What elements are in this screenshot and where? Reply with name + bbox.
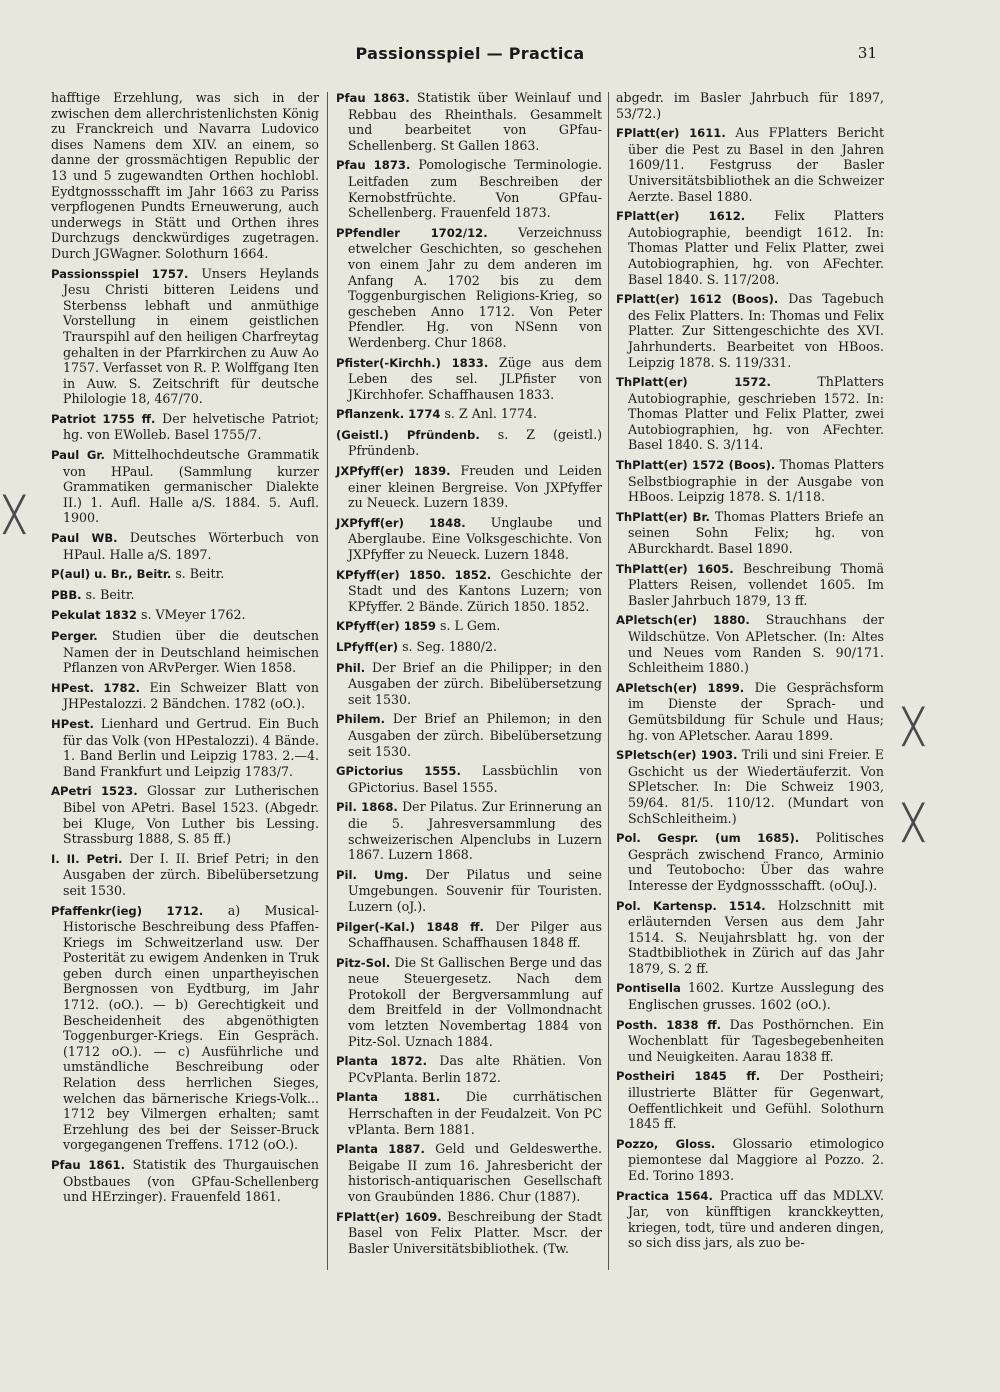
entry-headword: Planta 1887.: [336, 1142, 425, 1157]
pencil-cross-mark: ╳: [903, 707, 924, 747]
entry-headword: Passionsspiel 1757.: [51, 266, 189, 281]
entry-headword: Paul WB.: [51, 531, 118, 546]
entry-text: Politisches Gespräch zwischend Franco, Arminio und Teutobocho: Über das wahre Interesse der Eydgnossschafft. (oOuJ.).: [628, 830, 884, 893]
entry-headword: Philem.: [336, 712, 386, 727]
dictionary-entry: [336, 1053, 602, 1085]
entry-headword: Pil. Umg.: [336, 867, 409, 882]
column-divider: [327, 92, 328, 1270]
entry-headword: ThPlatt(er) 1572 (Boos).: [616, 458, 776, 473]
entry-text: Lassbüchlin von GPictorius. Basel 1555.: [348, 763, 602, 795]
dictionary-entry: [616, 1017, 884, 1065]
entry-headword: I. II. Petri.: [51, 851, 123, 866]
dictionary-entry: [51, 1157, 319, 1205]
entry-text: Holzschnitt mit erläuternden Versen aus dem Jahr 1514. S. Neujahrsblatt hg. von der Stadtbibliothek in Zürich auf das Jahr 1879, S. 2 ff.: [628, 897, 884, 976]
dictionary-entry: [616, 457, 884, 505]
entry-headword: Planta 1872.: [336, 1054, 427, 1069]
dictionary-entry: [336, 427, 602, 459]
entry-headword: ThPlatt(er) Br.: [616, 509, 710, 524]
entry-text: Der Postheiri; illustrierte Blätter für Gegenwart, Oeffentlichkeit und Gefühl. Solothurn 1845 ff.: [628, 1068, 884, 1132]
entry-headword: KPfyff(er) 1850. 1852.: [336, 567, 492, 582]
dictionary-entry: [336, 639, 602, 656]
entry-text: Der Brief an Philemon; in den Ausgaben der zürch. Bibelübersetzung seit 1530.: [348, 711, 602, 759]
dictionary-entry: [616, 898, 884, 977]
entry-headword: JXPfyff(er) 1848.: [336, 515, 466, 530]
dictionary-entry: [616, 612, 884, 675]
dictionary-entry: [616, 830, 884, 893]
entry-headword: P(aul) u. Br., Beitr.: [51, 567, 172, 582]
entry-text: Aus FPlatters Bericht über die Pest zu Basel in den Jahren 1609/11. Festgruss der Basler Universitätsbibliothek an die Schweizer Aerzte. Basel 1880.: [628, 125, 885, 204]
dictionary-entry: [51, 628, 319, 676]
dictionary-entry: [616, 374, 884, 453]
entry-headword: JXPfyff(er) 1839.: [336, 464, 451, 479]
entry-text: Der Pilatus. Zur Erinnerung an die 5. Jahresversammlung des schweizerischen Alpenclubs in Luzern 1867. Luzern 1868.: [348, 799, 602, 863]
entry-text: Statistik über Weinlauf und Rebbau des Rheinthals. Gesammelt und bearbeitet von GPfau-Schellenberg. St Gallen 1863.: [348, 90, 602, 153]
entry-text: Geschichte der Stadt und des Kantons Luzern; von KPfyffer. 2 Bände. Zürich 1850. 1852.: [348, 566, 602, 614]
dictionary-entry: [336, 799, 602, 862]
dictionary-entry: [336, 763, 602, 795]
dictionary-entry: [336, 225, 602, 351]
pencil-cross-mark: ╳: [903, 803, 924, 843]
dictionary-entry: [51, 447, 319, 526]
column-left: [51, 90, 319, 1209]
pencil-cross-mark: ╳: [4, 495, 25, 535]
dictionary-entry: [616, 509, 884, 557]
dictionary-entry: [336, 919, 602, 951]
entry-text: Der Pilger aus Schaffhausen. Schaffhausen 1848 ff.: [348, 918, 602, 951]
entry-text: s. Beitr.: [175, 566, 225, 582]
entry-text: abgedr. im Basler Jahrbuch für 1897, 53/72.): [616, 90, 884, 121]
dictionary-entry: [51, 680, 319, 712]
entry-text: Strauchhans der Wildschütze. Von APletscher. (In: Altes und Neues vom Randen S. 90/171. Schleitheim 1880.): [628, 612, 884, 676]
entry-headword: Posth. 1838 ff.: [616, 1017, 721, 1032]
entry-headword: LPfyff(er): [336, 640, 399, 654]
entry-text: Das Tagebuch des Felix Platters. In: Thomas und Felix Platter. Zur Sittengeschichte des XVI. Jahrhunderts. Bearbeitet von HBoos. Leipzig 1878. S. 119/331.: [628, 291, 884, 370]
entry-text: Verzeichnuss etwelcher Geschichten, so geschehen von einem Jahr zu dem anderen im Anfang A. 1702 bis zu dem Toggenburgischen Religions-Krieg, so gescheben Anno 1712. Von Peter Pfendler. Hg. von NSenn von Werdenberg. Chur 1868.: [348, 224, 602, 350]
entry-headword: HPest. 1782.: [51, 680, 141, 695]
entry-text: ThPlatters Autobiographie, geschrieben 1572. In: Thomas Platter und Felix Platter, zwei Autobiographien, hg. von AFechter. Basel 1840. S. 3/114.: [628, 374, 884, 453]
dictionary-entry: [51, 607, 319, 624]
dictionary-entry: [51, 566, 319, 583]
entry-headword: Patriot 1755 ff.: [51, 411, 156, 426]
entry-headword: Paul Gr.: [51, 448, 105, 463]
entry-headword: APletsch(er) 1899.: [616, 680, 745, 695]
entry-headword: (Geistl.) Pfründenb.: [336, 427, 480, 442]
entry-text: s. Z Anl. 1774.: [444, 406, 537, 422]
entry-text: Practica uff das MDLXV. Jar, von künfftigen kranckkeytten, kriegen, todt, türe und anderen dingen, so sich diss jars, als zuo be-: [628, 1187, 884, 1251]
entry-text: s. Beitr.: [85, 586, 135, 602]
entry-text: Die Gesprächsform im Dienste der Sprach- und Gemütsbildung für Schule und Haus; hg. von APletscher. Aarau 1899.: [628, 679, 885, 743]
entry-text: Deutsches Wörterbuch von HPaul. Halle a/S. 1897.: [63, 530, 319, 562]
entry-text: hafftige Erzehlung, was sich in der zwischen dem allerchristenlichsten König zu Franckreich und Navarra Ludovico dises Namens dem XIV. an einem, so danne der grossmächtigen Republic der 13 und 5 zugewandten Orthen hochlobl. Eydtgnossschafft im Jahr 1663 zu Pariss verpflogenen Pundts Erneuwerung, auch underwegs in Stätt und Orthen ihres Durchzugs denckwürdiges zugetragen. Durch JGWagner. Solothurn 1664.: [51, 90, 319, 261]
dictionary-entry: [336, 1089, 602, 1137]
dictionary-entry: [336, 355, 602, 403]
entry-text: s. Z (geistl.) Pfründenb.: [348, 426, 602, 459]
dictionary-entry: [616, 90, 884, 121]
dictionary-entry: [51, 90, 319, 262]
entry-headword: Pfau 1863.: [336, 91, 410, 105]
entry-text: 1602. Kurtze Ausslegung des Englischen grusses. 1602 (oO.).: [628, 980, 884, 1013]
dictionary-entry: [336, 955, 602, 1050]
dictionary-entry: [336, 660, 602, 708]
entry-headword: APletsch(er) 1880.: [616, 613, 750, 628]
entry-text: Die currhätischen Herrschaften in der Feudalzeit. Von PC vPlanta. Bern 1881.: [348, 1089, 602, 1137]
entry-text: Glossar zur Lutherischen Bibel von APetri. Basel 1523. (Abgedr. bei Kluge, Von Luther bis Lessing. Strassburg 1888, S. 85 ff.): [63, 783, 319, 847]
entry-text: Felix Platters Autobiographie, beendigt 1612. In: Thomas Platter und Felix Platter, zwei Autobiographien, hg. von AFechter. Basel 1840. S. 117/208.: [628, 208, 885, 287]
dictionary-entry: [616, 747, 884, 826]
entry-headword: Pol. Kartensp. 1514.: [616, 898, 766, 913]
dictionary-entry: [336, 1141, 602, 1204]
entry-headword: FPlatt(er) 1609.: [336, 1209, 442, 1224]
dictionary-entry: [336, 90, 602, 153]
dictionary-entry: [336, 618, 602, 635]
dictionary-entry: [51, 530, 319, 562]
entry-text: Der helvetische Patriot; hg. von EWolleb. Basel 1755/7.: [63, 410, 319, 443]
entry-text: Unsers Heylands Jesu Christi bitteren Leidens und Sterbenss lebhaft und anmüthige Vorstellung in einem geistlichen Traurspihl auf den heiligen Charfreytag gehalten in der Pfarrkirchen zu Auw Ao 1757. Verfasset von R. P. Wolffgang Iten in Auw. S. Zeitschrift für deutsche Philologie 18, 467/70.: [63, 265, 319, 407]
dictionary-entry: [616, 1188, 884, 1251]
entry-text: Der Brief an die Philipper; in den Ausgaben der zürch. Bibelübersetzung seit 1530.: [348, 659, 602, 707]
entry-text: Das alte Rhätien. Von PCvPlanta. Berlin 1872.: [348, 1053, 602, 1085]
entry-headword: Pil. 1868.: [336, 800, 398, 815]
dictionary-entry: [616, 125, 884, 204]
entry-headword: Pfister(-Kirchh.) 1833.: [336, 355, 489, 370]
dictionary-entry: [336, 567, 602, 615]
entry-text: Die St Gallischen Berge und das neue Steuergesetz. Nach dem Protokoll der Bergversammlung auf dem Breitfeld in der Vollmondnacht vom letzten Novembertag 1884 von Pitz-Sol. Uznach 1884.: [348, 954, 602, 1049]
entry-headword: Pol. Gespr. (um 1685).: [616, 831, 800, 846]
entry-headword: PBB.: [51, 587, 82, 602]
entry-headword: FPlatt(er) 1612 (Boos).: [616, 292, 779, 307]
entry-headword: Pfau 1861.: [51, 1158, 125, 1172]
entry-text: s. Seg. 1880/2.: [402, 639, 498, 654]
dictionary-entry: [51, 587, 319, 604]
column-middle: [336, 90, 602, 1260]
column-divider: [608, 92, 609, 1270]
entry-text: Trili und sini Freier. E Gschicht us der Wiedertäuferzit. Von SPletscher. In: Die Schweiz 1903, 59/64. 81/5. 110/12. (Mundart von SchSchleitheim.): [628, 747, 884, 826]
dictionary-entry: [616, 291, 884, 370]
entry-headword: Pozzo, Gloss.: [616, 1136, 716, 1151]
entry-headword: Pilger(-Kal.) 1848 ff.: [336, 919, 484, 934]
entry-headword: Pfaffenkr(ieg) 1712.: [51, 903, 204, 918]
dictionary-entry: [616, 208, 884, 287]
entry-text: Beschreibung der Stadt Basel von Felix Platter. Mscr. der Basler Universitätsbibliothek. (Tw.: [348, 1208, 602, 1256]
entry-headword: SPletsch(er) 1903.: [616, 748, 738, 763]
running-title: Passionsspiel — Practica: [355, 44, 585, 63]
dictionary-entry: [616, 980, 884, 1012]
entry-text: Statistik des Thurgauischen Obstbaues (von GPfau-Schellenberg und HErzinger). Frauenfeld 1861.: [63, 1157, 319, 1205]
entry-headword: FPlatt(er) 1611.: [616, 126, 726, 141]
entry-headword: Postheiri 1845 ff.: [616, 1069, 761, 1084]
entry-text: Geld und Geldeswerthe. Beigabe II zum 16. Jahresbericht der historisch-antiquarischen Gesellschaft von Graubünden 1886. Chur (1887).: [348, 1141, 602, 1204]
entry-text: Mittelhochdeutsche Grammatik von HPaul. (Sammlung kurzer Grammatiken germanischer Dialekte II.) 1. Aufl. Halle a/S. 1884. 5. Aufl. 1900.: [63, 447, 319, 526]
entry-headword: Pitz-Sol.: [336, 955, 391, 970]
column-right: [616, 90, 884, 1255]
entry-headword: HPest.: [51, 716, 94, 731]
entry-text: s. VMeyer 1762.: [140, 607, 246, 623]
entry-headword: KPfyff(er) 1859: [336, 619, 436, 634]
entry-headword: FPlatt(er) 1612.: [616, 209, 746, 224]
entry-headword: Pekulat 1832: [51, 608, 137, 623]
entry-headword: GPictorius 1555.: [336, 764, 461, 779]
entry-text: Pomologische Terminologie. Leitfaden zum Beschreiben der Kernobstfrüchte. Von GPfau-Schellenberg. Frauenfeld 1873.: [348, 157, 602, 221]
entry-text: Thomas Platters Selbstbiographie in der Ausgabe von HBoos. Leipzig 1878. S. 1/118.: [628, 457, 884, 505]
page-number: 31: [857, 44, 877, 62]
entry-text: Beschreibung Thomä Platters Reisen, vollendet 1605. Im Basler Jahrbuch 1879, 13 ff.: [628, 560, 884, 608]
entry-text: s. L Gem.: [439, 618, 501, 634]
page-header: [0, 44, 1000, 68]
dictionary-entry: [51, 411, 319, 443]
entry-text: Unglaube und Aberglaube. Eine Volksgeschichte. Von JXPfyffer zu Neueck. Luzern 1848.: [348, 514, 602, 563]
entry-text: Thomas Platters Briefe an seinen Sohn Felix; hg. von ABurckhardt. Basel 1890.: [628, 508, 884, 557]
entry-text: Ein Schweizer Blatt von JHPestalozzi. 2 Bändchen. 1782 (oO.).: [63, 679, 319, 712]
entry-text: Freuden und Leiden einer kleinen Bergreise. Von JXPfyffer zu Neueck. Luzern 1839.: [348, 463, 602, 511]
entry-headword: PPfendler 1702/12.: [336, 225, 488, 240]
dictionary-entry: [616, 561, 884, 609]
entry-headword: Perger.: [51, 629, 98, 643]
entry-headword: Practica 1564.: [616, 1188, 713, 1203]
dictionary-entry: [616, 1068, 884, 1131]
dictionary-entry: [336, 463, 602, 511]
entry-headword: Planta 1881.: [336, 1090, 441, 1105]
entry-text: Lienhard und Gertrud. Ein Buch für das Volk (von HPestalozzi). 4 Bände. 1. Band Berlin und Leipzig 1783. 2.—4. Band Frankfurt und Leipzig 1783/7.: [63, 715, 319, 779]
entry-headword: Phil.: [336, 660, 366, 675]
entry-text: Der I. II. Brief Petri; in den Ausgaben der zürch. Bibelübersetzung seit 1530.: [63, 850, 319, 898]
entry-headword: Pontisella: [616, 981, 681, 996]
dictionary-entry: [336, 157, 602, 220]
entry-text: a) Musical-Historische Beschreibung dess Pfaffen-Kriegs im Schweitzerland usw. Der Posterität zu ewigem Andenken in Truk geben durch einen unpartheyischen Bergnossen von Eydtburg, im Jahr 1712. (oO.). — b) Gerechtigkeit und Bescheidenheit des abgenöthigten Toggenburger-Kriegs. Ein Gespräch. (1712 oO.). — c) Ausführliche und umständliche Beschreibung oder Relation dess herrlichen Sieges, welchen das bärnerische Kriegs-Volk... 1712 bey Vilmergen erhalten; samt Erzehlung des bei der Seisser-Bruck vorgegangenen Treffens. 1712 (oO.).: [63, 902, 319, 1153]
entry-headword: Pflanzenk. 1774: [336, 407, 441, 422]
dictionary-entry: [336, 1209, 602, 1257]
entry-headword: ThPlatt(er) 1572.: [616, 375, 771, 390]
entry-headword: APetri 1523.: [51, 784, 138, 799]
dictionary-entry: [616, 680, 884, 743]
entry-text: Das Posthörnchen. Ein Wochenblatt für Tagesbegebenheiten und Neuigkeiten. Aarau 1838 ff.: [628, 1016, 884, 1064]
entry-text: Züge aus dem Leben des sel. JLPfister von JKirchhofer. Schaffhausen 1833.: [348, 354, 602, 402]
dictionary-entry: [336, 711, 602, 759]
entry-text: Der Pilatus und seine Umgebungen. Souvenir für Touristen. Luzern (oJ.).: [348, 866, 603, 914]
dictionary-entry: [51, 783, 319, 846]
dictionary-entry: [336, 867, 602, 915]
dictionary-entry: [51, 266, 319, 407]
dictionary-entry: [336, 406, 602, 423]
dictionary-entry: [51, 716, 319, 779]
entry-text: Studien über die deutschen Namen der in Deutschland heimischen Pflanzen von ARvPerger. Wien 1858.: [63, 628, 319, 676]
dictionary-entry: [51, 851, 319, 899]
entry-headword: ThPlatt(er) 1605.: [616, 561, 734, 576]
dictionary-entry: [51, 903, 319, 1154]
entry-headword: Pfau 1873.: [336, 158, 411, 173]
entry-text: Glossario etimologico piemontese dal Maggiore al Pozzo. 2. Ed. Torino 1893.: [628, 1135, 884, 1183]
dictionary-entry: [336, 515, 602, 563]
dictionary-entry: [616, 1136, 884, 1184]
